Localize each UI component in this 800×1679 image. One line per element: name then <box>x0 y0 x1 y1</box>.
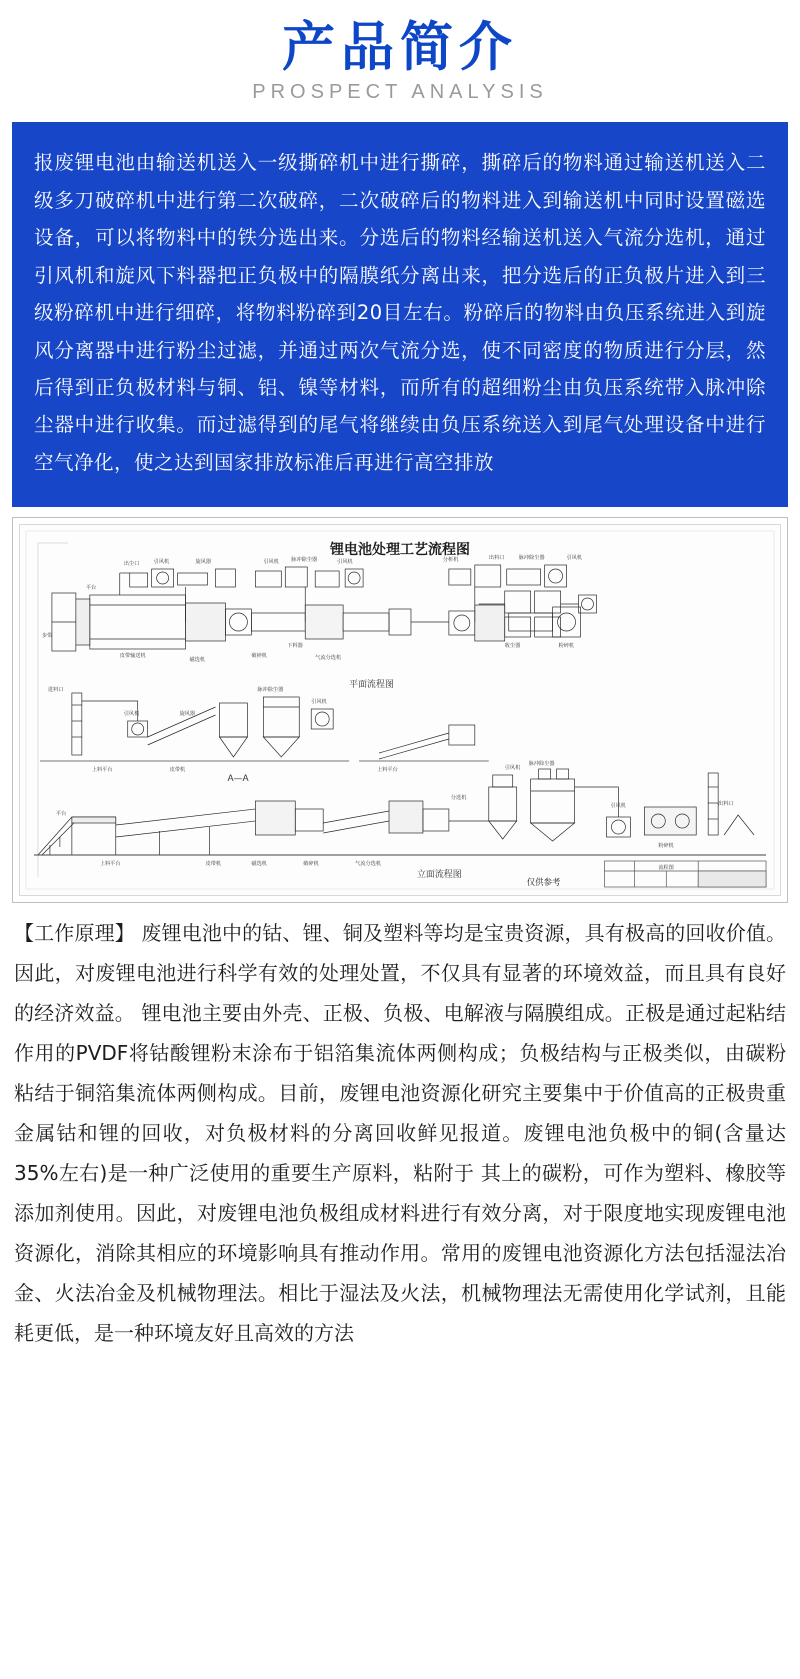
svg-text:脉冲除尘器: 脉冲除尘器 <box>291 557 318 564</box>
reference-note-text: 仅供参考 <box>526 877 561 888</box>
svg-text:分选机: 分选机 <box>450 795 467 802</box>
page-header <box>0 0 800 110</box>
svg-text:粉碎机: 粉碎机 <box>658 843 674 850</box>
svg-text:磁选机: 磁选机 <box>189 657 206 664</box>
process-diagram <box>19 524 781 896</box>
svg-text:上料平台: 上料平台 <box>99 861 121 868</box>
svg-text:上料平台: 上料平台 <box>91 767 113 774</box>
working-principle-text: 【工作原理】 废锂电池中的钴、锂、铜及塑料等均是宝贵资源，具有极高的回收价值。因此，对废锂电池进行科学有效的处理处置，不仅具有显著的环境效益，而且具有良好的经济效益。 锂电池主要由外壳、正极、负极、电解液与隔膜组成。正极是通过起粘结作用的PVDF将钴酸锂粉末涂布于铝箔集流体两侧构成；负极结构与正极类似，由碳粉粘结于铜箔集流体两侧构成。目前，废锂电池资源化研究主要集中于价值高的正极贵重金属钴和锂的回收，对负极材料的分离回收鲜见报道。废锂电池负极中的铜(含量达35%左右)是一种广泛使用的重要生产原料，粘附于 其上的碳粉，可作为塑料、橡胶等添加剂使用。因此，对废锂电池负极组成材料进行有效分离，对于限度地实现废锂电池资源化，消除其相应的环境影响具有推动作用。常用的废锂电池资源化方法包括湿法冶金、火法冶金及机械物理法。相比于湿法及火法，机械物理法无需使用化学试剂，且能耗更低，是一种环境友好且高效的方法 <box>14 921 786 1346</box>
svg-text:引风机: 引风机 <box>263 559 279 566</box>
working-principle-section <box>14 913 786 1353</box>
page-subtitle: PROSPECT ANALYSIS <box>252 81 548 104</box>
svg-text:步带: 步带 <box>41 633 53 640</box>
svg-text:气流分选机: 气流分选机 <box>355 861 382 868</box>
svg-text:进料口: 进料口 <box>47 687 64 694</box>
svg-text:引风机: 引风机 <box>123 711 140 718</box>
diagram-title: 锂电池处理工艺流程图 <box>330 542 470 559</box>
svg-text:收尘器: 收尘器 <box>504 643 521 650</box>
svg-text:脉冲除尘器: 脉冲除尘器 <box>518 555 545 562</box>
svg-text:立面流程图: 立面流程图 <box>416 870 462 881</box>
svg-text:分析机: 分析机 <box>442 557 459 564</box>
svg-text:出料口: 出料口 <box>718 801 734 808</box>
svg-text:平台: 平台 <box>55 811 67 818</box>
process-diagram-panel <box>12 517 788 903</box>
svg-text:平面流程图: 平面流程图 <box>349 680 394 691</box>
svg-text:平台: 平台 <box>85 585 97 592</box>
svg-text:气流分选机: 气流分选机 <box>315 655 342 662</box>
page-title: 产品简介 <box>282 17 518 78</box>
svg-text:引风机: 引风机 <box>610 803 627 810</box>
intro-panel <box>12 122 788 507</box>
svg-text:出料口: 出料口 <box>488 555 505 562</box>
svg-text:引风机: 引风机 <box>153 559 170 566</box>
svg-text:A—A: A—A <box>227 774 249 785</box>
svg-text:脉冲除尘器: 脉冲除尘器 <box>257 687 284 694</box>
svg-text:下料器: 下料器 <box>287 643 303 650</box>
intro-text: 报废锂电池由输送机送入一级撕碎机中进行撕碎，撕碎后的物料通过输送机送入二级多刀破碎机中进行第二次破碎，二次破碎后的物料进入到输送机中同时设置磁选设备，可以将物料中的铁分选出来。分选后的物料经输送机送入气流分选机，通过引风机和旋风下料器把正负极中的隔膜纸分离出来，把分选后的正负极片进入到三级粉碎机中进行细碎，将物料粉碎到20目左右。粉碎后的物料由负压系统进入到旋风分离器中进行粉尘过滤，并通过两次气流分选，使不同密度的物质进行分层，然后得到正负极材料与铜、铝、镍等材料，而所有的超细粉尘由负压系统带入脉冲除尘器中进行收集。而过滤得到的尾气将继续由负压系统送入到尾气处理设备中进行空气净化，使之达到国家排放标准后再进行高空排放 <box>34 151 766 474</box>
svg-text:引风机: 引风机 <box>504 765 521 772</box>
svg-text:引风机: 引风机 <box>566 555 583 562</box>
diagram-drawing-icon <box>20 525 780 895</box>
svg-text:粉碎机: 粉碎机 <box>558 643 575 650</box>
svg-text:皮带机: 皮带机 <box>205 861 222 868</box>
svg-text:引风机: 引风机 <box>337 559 353 566</box>
svg-text:破碎机: 破碎机 <box>303 861 319 868</box>
svg-text:皮带输送机: 皮带输送机 <box>119 653 146 660</box>
svg-text:引风机: 引风机 <box>311 699 327 706</box>
svg-text:破碎机: 破碎机 <box>251 653 267 660</box>
svg-text:出尘口: 出尘口 <box>123 561 140 568</box>
svg-text:旋风器: 旋风器 <box>179 711 196 718</box>
svg-text:上料平台: 上料平台 <box>377 767 398 774</box>
svg-text:磁选机: 磁选机 <box>251 861 267 868</box>
svg-text:流程图: 流程图 <box>658 865 674 872</box>
svg-text:旋风器: 旋风器 <box>195 559 212 566</box>
svg-text:脉冲除尘器: 脉冲除尘器 <box>528 761 555 768</box>
svg-text:皮带机: 皮带机 <box>169 767 186 774</box>
